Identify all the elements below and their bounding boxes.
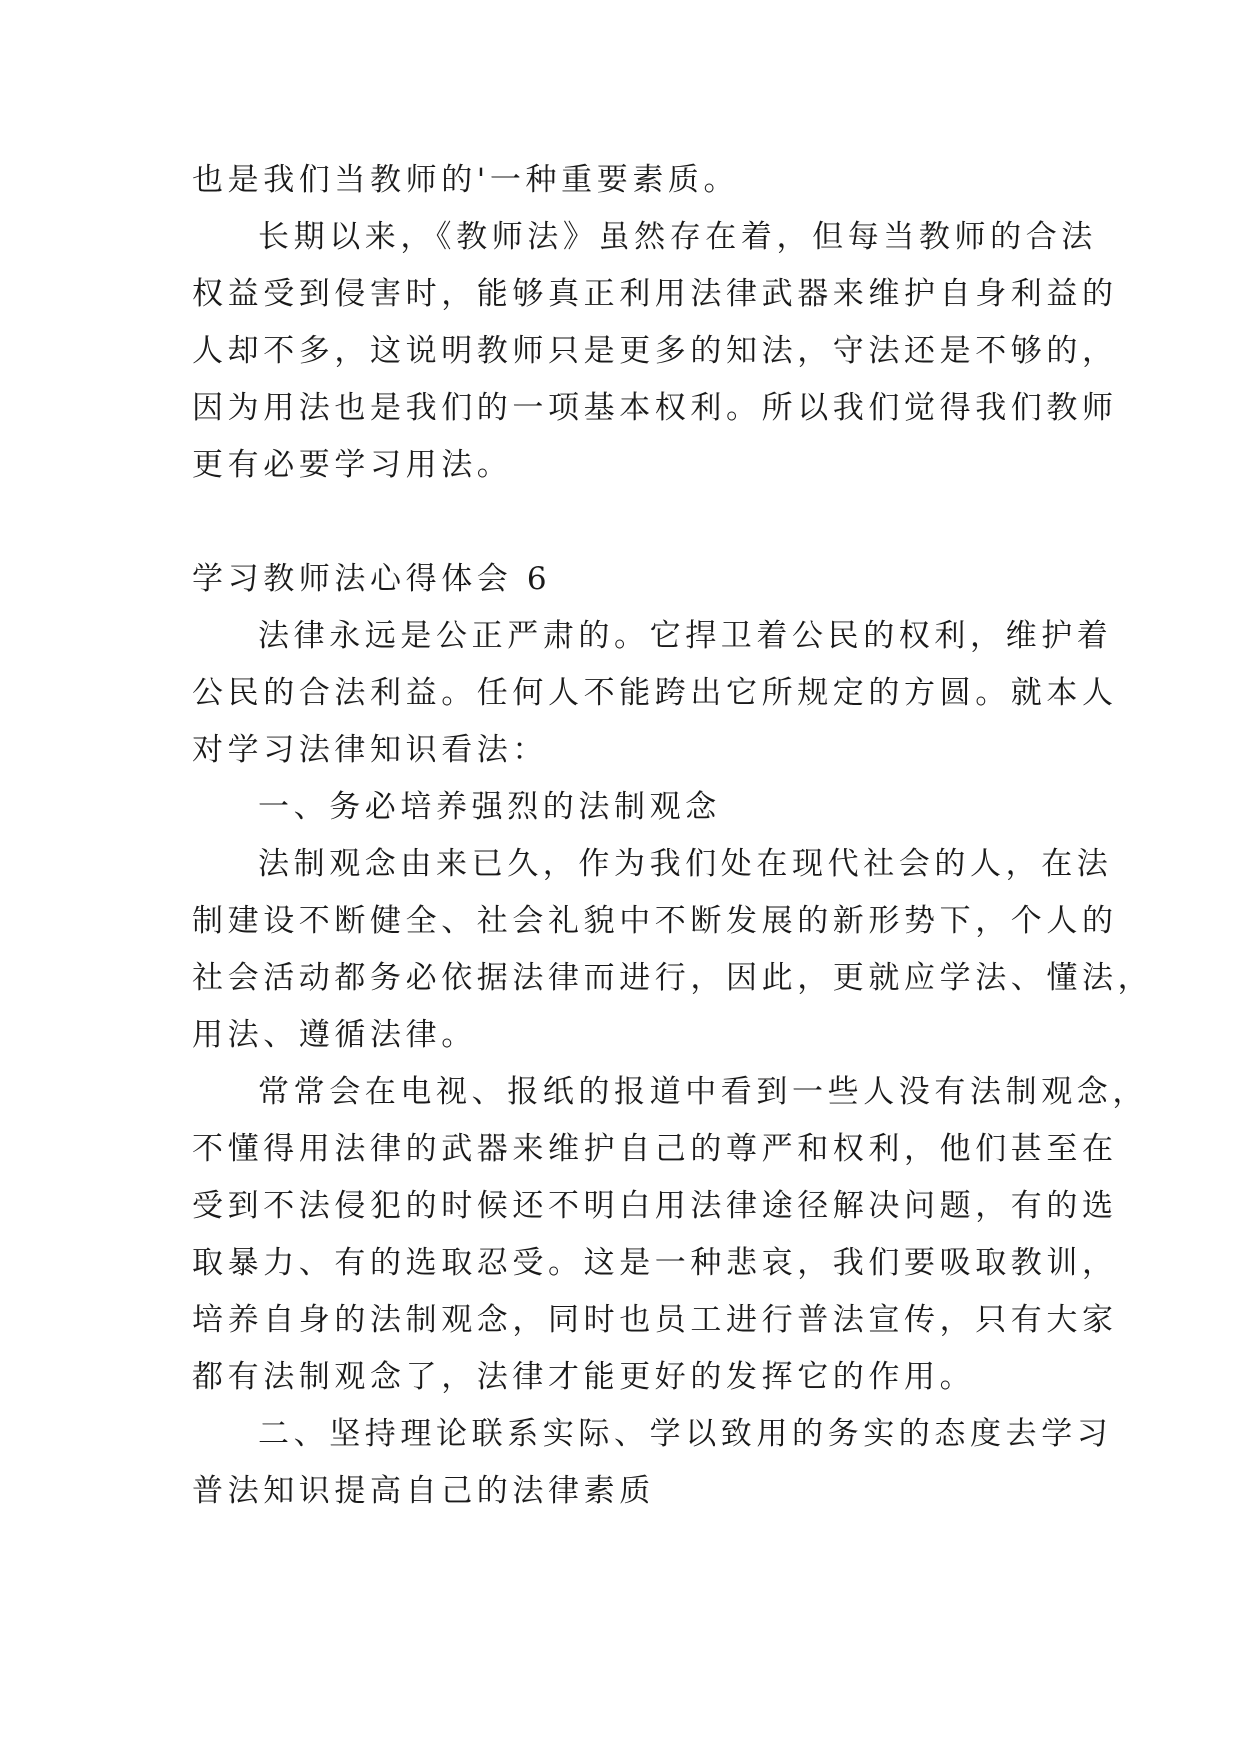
text-line: 法制观念由来已久，作为我们处在现代社会的人，在法 [258,846,1113,882]
text-line: 制建设不断健全、社会礼貌中不断发展的新形势下，个人的 [192,903,1118,939]
text-line: 公民的合法利益。任何人不能跨出它所规定的方圆。就本人 [192,675,1118,711]
text-line: 权益受到侵害时，能够真正利用法律武器来维护自身利益的 [192,276,1118,312]
text-line: 用法、遵循法律。 [192,1017,477,1053]
text-line: 不懂得用法律的武器来维护自己的尊严和权利，他们甚至在 [192,1131,1118,1167]
text-line: 对学习法律知识看法： [192,732,548,768]
text-line: 取暴力、有的选取忍受。这是一种悲哀，我们要吸取教训， [192,1245,1118,1281]
section-heading: 学习教师法心得体会 6 [192,561,552,597]
text-line: 常常会在电视、报纸的报道中看到一些人没有法制观念， [258,1074,1148,1110]
text-line: 培养自身的法制观念，同时也员工进行普法宣传，只有大家 [192,1302,1118,1338]
text-line: 人却不多，这说明教师只是更多的知法，守法还是不够的， [192,333,1118,369]
text-line: 都有法制观念了，法律才能更好的发挥它的作用。 [192,1359,976,1395]
text-line: 社会活动都务必依据法律而进行，因此，更就应学法、懂法， [192,960,1154,996]
text-line: 法律永远是公正严肃的。它捍卫着公民的权利，维护着 [258,618,1113,654]
text-line: 因为用法也是我们的一项基本权利。所以我们觉得我们教师 [192,390,1118,426]
text-line: 普法知识提高自己的法律素质 [192,1473,655,1509]
text-line: 长期以来，《教师法》虽然存在着，但每当教师的合法 [258,219,1097,255]
text-line: 更有必要学习用法。 [192,447,513,483]
subheading: 一、务必培养强烈的法制观念 [258,789,721,825]
subheading: 二、坚持理论联系实际、学以致用的务实的态度去学习 [258,1416,1113,1452]
text-line: 也是我们当教师的'一种重要素质。 [192,162,740,198]
text-line: 受到不法侵犯的时候还不明白用法律途径解决问题，有的选 [192,1188,1118,1224]
